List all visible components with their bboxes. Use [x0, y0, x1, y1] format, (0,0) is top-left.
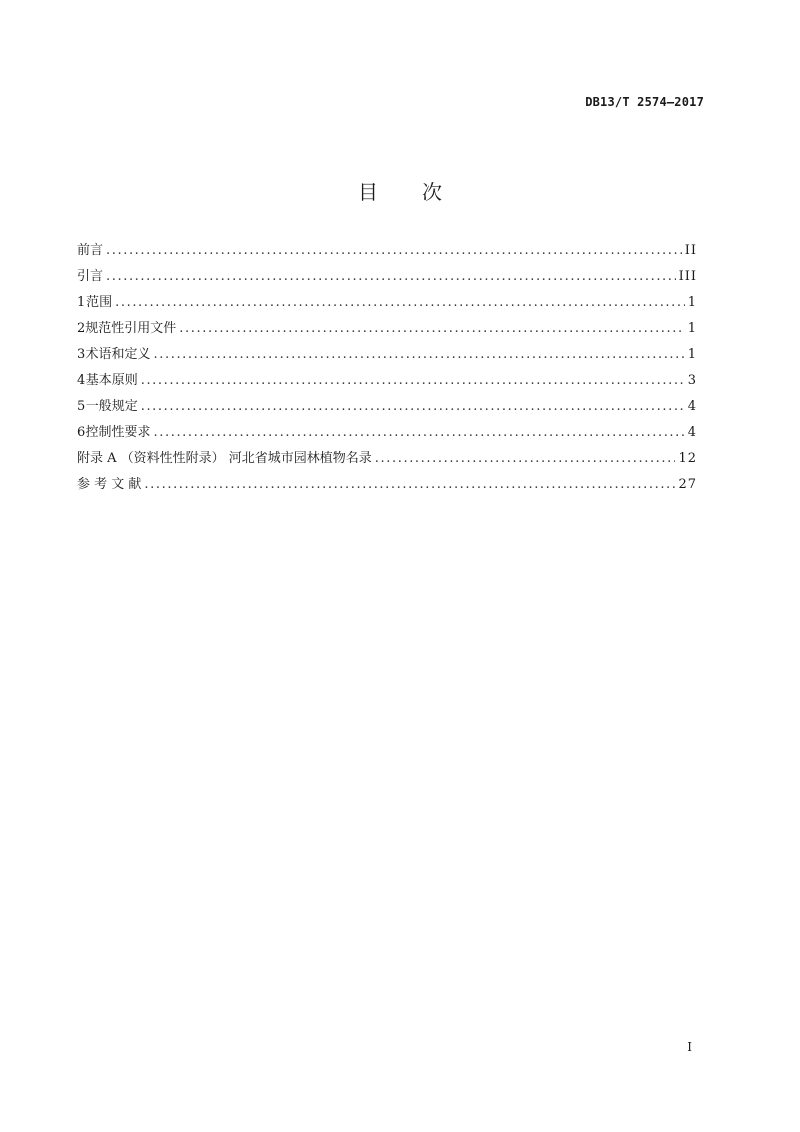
- toc-entry-text: 控制性要求: [85, 425, 151, 440]
- toc-leader-dots: [179, 320, 684, 338]
- toc-entry-basic-principles[interactable]: [77, 372, 697, 398]
- toc-entry-text: 范围: [86, 295, 113, 310]
- toc-page-number: 4: [687, 425, 697, 440]
- toc-leader-dots: [106, 268, 676, 286]
- table-of-contents: [77, 242, 697, 502]
- toc-entry-text: 引言: [77, 269, 104, 284]
- toc-page-number: 1: [687, 321, 697, 336]
- toc-entry-text: 附录 A （资料性性附录） 河北省城市园林植物名录: [77, 451, 372, 466]
- toc-entry-text: 规范性引用文件: [85, 321, 177, 336]
- toc-page-number: 3: [687, 373, 697, 388]
- title-part-1: 目: [358, 180, 378, 204]
- toc-page-number: 1: [687, 347, 697, 362]
- footer-page-number: I: [687, 1040, 692, 1054]
- toc-entry-appendix-a[interactable]: [77, 450, 697, 476]
- toc-section-number: 6: [77, 425, 86, 440]
- title-part-2: 次: [422, 180, 442, 204]
- toc-entry-text: 术语和定义: [85, 347, 151, 362]
- toc-leader-dots: [375, 450, 676, 468]
- toc-page-number: 12: [678, 451, 697, 466]
- toc-entry-text: 一般规定: [85, 399, 138, 414]
- toc-entry-text: 前言: [77, 243, 104, 258]
- toc-entry-text: 参 考 文 献: [77, 477, 142, 492]
- toc-page-number: II: [684, 243, 697, 258]
- toc-page-number: 27: [678, 477, 697, 492]
- page-title: [0, 176, 800, 205]
- toc-entry-bibliography[interactable]: [77, 476, 697, 502]
- toc-entry-terms-definitions[interactable]: [77, 346, 697, 372]
- toc-entry-normative-references[interactable]: [77, 320, 697, 346]
- toc-page-number: 4: [687, 399, 697, 414]
- toc-page-number: III: [678, 269, 697, 284]
- toc-leader-dots: [141, 372, 685, 390]
- toc-leader-dots: [154, 346, 685, 364]
- toc-section-number: 5: [77, 399, 86, 414]
- toc-leader-dots: [115, 294, 685, 312]
- toc-page-number: 1: [687, 295, 697, 310]
- toc-entry-general-provisions[interactable]: [77, 398, 697, 424]
- toc-section-number: 4: [77, 373, 86, 388]
- toc-entry-foreword[interactable]: [77, 242, 697, 268]
- toc-entry-introduction[interactable]: [77, 268, 697, 294]
- toc-leader-dots: [141, 398, 685, 416]
- toc-entry-control-requirements[interactable]: [77, 424, 697, 450]
- toc-leader-dots: [106, 242, 682, 260]
- toc-entry-text: 基本原则: [85, 373, 138, 388]
- document-code: DB13/T 2574—2017: [585, 95, 704, 109]
- toc-section-number: 1: [77, 295, 86, 310]
- toc-section-number: 2: [77, 321, 86, 336]
- toc-entry-scope[interactable]: [77, 294, 697, 320]
- toc-leader-dots: [144, 476, 675, 494]
- toc-section-number: 3: [77, 347, 86, 362]
- toc-leader-dots: [154, 424, 685, 442]
